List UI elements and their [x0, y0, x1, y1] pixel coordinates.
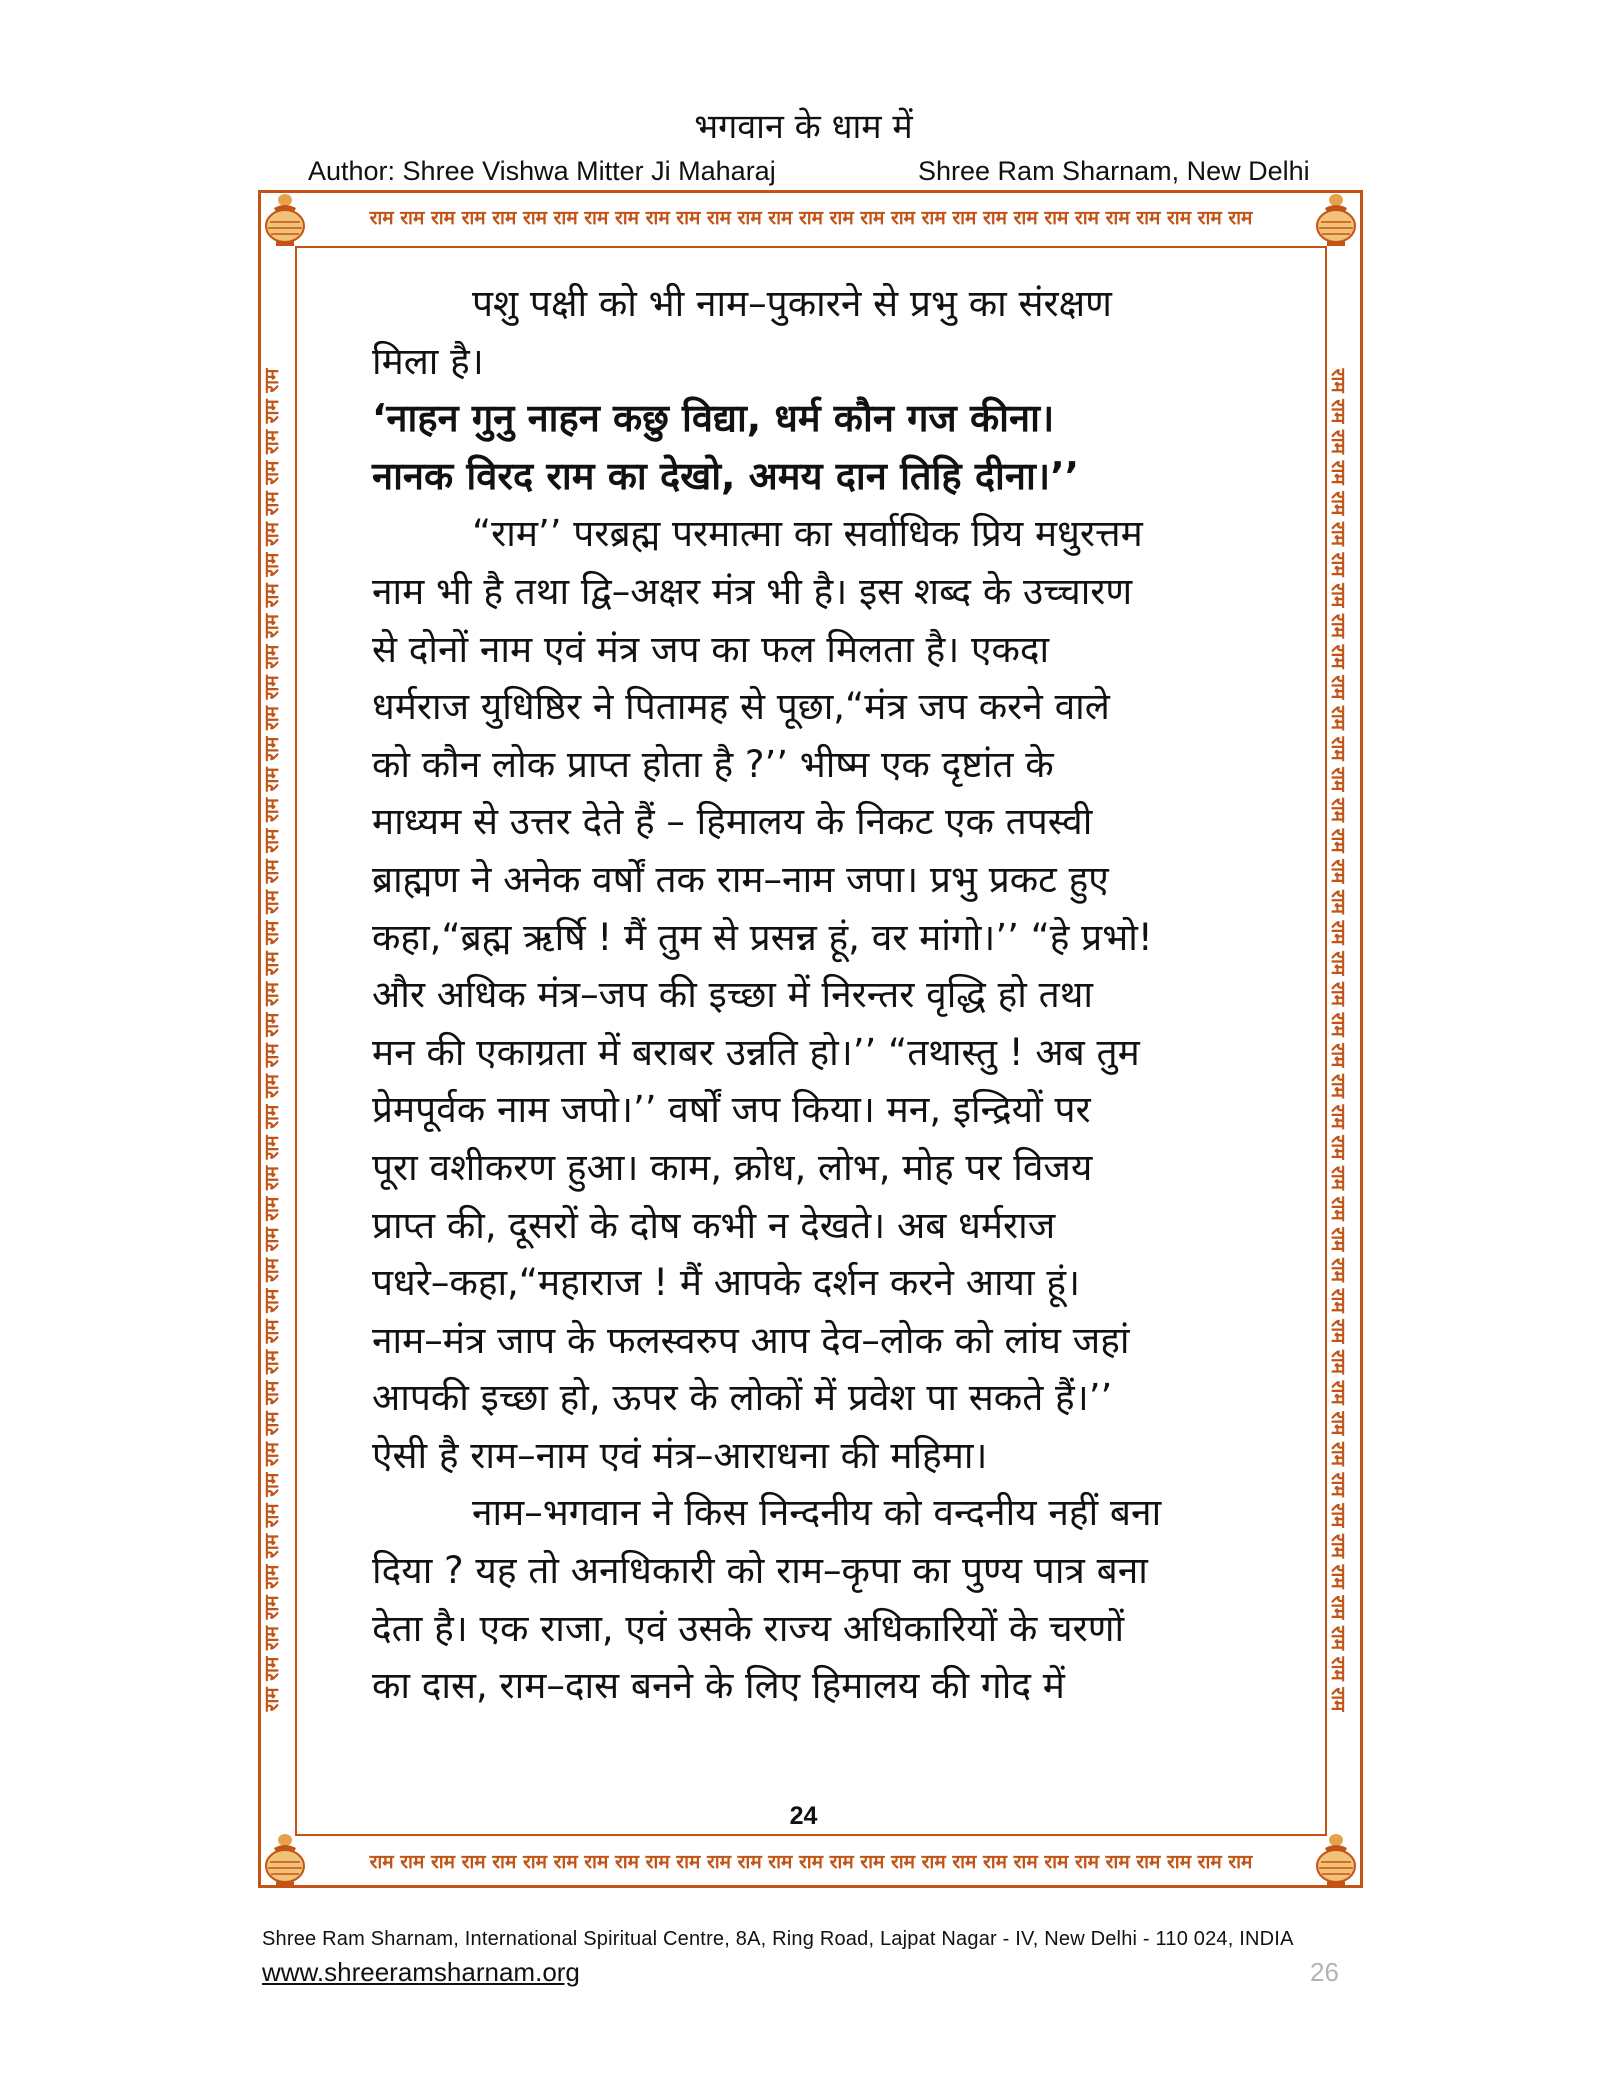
text-line: “राम’’ परब्रह्म परमात्मा का सर्वाधिक प्रिय मधुरत्तम: [472, 512, 1143, 556]
text-line: पशु पक्षी को भी नाम–पुकारने से प्रभु का संरक्षण: [472, 282, 1112, 325]
text-line: मन की एकाग्रता में बराबर उन्नति हो।’’ “तथास्तु ! अब तुम: [372, 1030, 1140, 1074]
kalash-icon: [1313, 192, 1359, 248]
text-line: नाम–मंत्र जाप के फलस्वरुप आप देव–लोक को लांघ जहां: [372, 1318, 1130, 1362]
author-line: Author: Shree Vishwa Mitter Ji Maharaj: [308, 156, 776, 186]
page-body-text: [372, 275, 1238, 1715]
text-line: प्रेमपूर्वक नाम जपो।’’ वर्षों जप किया। मन, इन्द्रियों पर: [372, 1088, 1091, 1132]
website-link[interactable]: www.shreeramsharnam.org: [262, 1957, 580, 1987]
text-line: और अधिक मंत्र–जप की इच्छा में निरन्तर वृद्धि हो तथा: [372, 973, 1093, 1017]
kalash-icon: [262, 192, 308, 248]
text-line: ऐसी है राम–नाम एवं मंत्र–आराधना की महिमा।: [372, 1433, 988, 1477]
kalash-icon: [1313, 1832, 1359, 1888]
text-line: माध्यम से उत्तर देते हैं – हिमालय के निकट एक तपस्वी: [372, 800, 1093, 844]
footer-address: Shree Ram Sharnam, International Spiritual Centre, 8A, Ring Road, Lajpat Nagar - IV, New Delhi - 110 024, INDIA: [262, 1928, 1294, 1950]
verse-line: नानक विरद राम का देखो, अमय दान तिहि दीना।’’: [372, 453, 1080, 498]
verse-line: ‘नाहन गुनु नाहन कछु विद्या, धर्म कौन गज कीना।: [372, 396, 1055, 441]
ram-border-left: राम राम राम राम राम राम राम राम राम राम राम राम राम राम राम राम राम राम राम राम राम राम राम राम राम राम राम राम राम राम राम राम राम राम राम राम राम राम राम राम राम राम राम राम: [261, 368, 283, 1712]
text-line: ब्राह्मण ने अनेक वर्षों तक राम–नाम जपा। प्रभु प्रकट हुए: [372, 857, 1109, 901]
text-line: प्राप्त की, दूसरों के दोष कभी न देखते। अब धर्मराज: [372, 1203, 1056, 1247]
ram-border-right: राम राम राम राम राम राम राम राम राम राम राम राम राम राम राम राम राम राम राम राम राम राम राम राम राम राम राम राम राम राम राम राम राम राम राम राम राम राम राम राम राम राम राम राम: [1327, 368, 1349, 1712]
text-line: कहा,“ब्रह्म ऋर्षि ! मैं तुम से प्रसन्न हूं, वर मांगो।’’ “हे प्रभो!: [372, 915, 1153, 959]
ram-border-bottom: राम राम राम राम राम राम राम राम राम राम राम राम राम राम राम राम राम राम राम राम राम राम राम राम राम राम राम राम राम: [369, 1851, 1253, 1873]
text-line: आपकी इच्छा हो, ऊपर के लोकों में प्रवेश पा सकते हैं।’’: [372, 1376, 1113, 1420]
kalash-icon: [262, 1832, 308, 1888]
text-line: पूरा वशीकरण हुआ। काम, क्रोध, लोभ, मोह पर विजय: [372, 1145, 1093, 1189]
book-title: भगवान के धाम में: [694, 107, 913, 147]
text-line: नाम भी है तथा द्वि–अक्षर मंत्र भी है। इस शब्द के उच्चारण: [372, 569, 1133, 613]
text-line: नाम–भगवान ने किस निन्दनीय को वन्दनीय नहीं बना: [472, 1491, 1162, 1535]
text-line: पधरे–कहा,“महाराज ! मैं आपके दर्शन करने आया हूं।: [372, 1261, 1080, 1305]
book-page-number: 24: [789, 1802, 818, 1830]
text-line: का दास, राम–दास बनने के लिए हिमालय की गोद में: [372, 1664, 1065, 1708]
text-line: से दोनों नाम एवं मंत्र जप का फल मिलता है। एकदा: [372, 627, 1050, 671]
text-line: को कौन लोक प्राप्त होता है ?’’ भीष्म एक दृष्टांत के: [372, 742, 1054, 786]
text-line: दिया ? यह तो अनधिकारी को राम–कृपा का पुण्य पात्र बना: [372, 1549, 1148, 1593]
ram-border-top: राम राम राम राम राम राम राम राम राम राम राम राम राम राम राम राम राम राम राम राम राम राम राम राम राम राम राम राम राम: [369, 207, 1253, 229]
publisher-line: Shree Ram Sharnam, New Delhi: [918, 156, 1310, 186]
text-line: मिला है।: [372, 339, 484, 383]
text-line: धर्मराज युधिष्ठिर ने पितामह से पूछा,“मंत्र जप करने वाले: [372, 685, 1110, 729]
pdf-page-number: 26: [1310, 1957, 1339, 1987]
text-line: देता है। एक राजा, एवं उसके राज्य अधिकारियों के चरणों: [372, 1606, 1125, 1650]
